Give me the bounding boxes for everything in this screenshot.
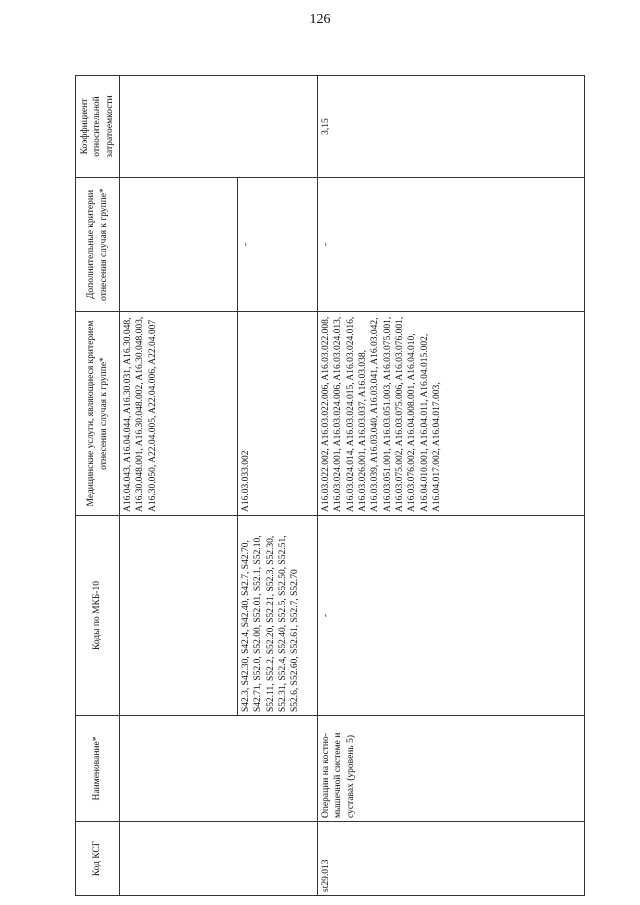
cell-mkb	[120, 516, 238, 716]
header-row	[76, 76, 120, 896]
header-code: Код КСГ	[76, 822, 120, 896]
table-row	[120, 76, 238, 896]
cell-additional-criteria: -	[238, 178, 318, 312]
cell-additional-criteria: -	[318, 178, 585, 312]
cell-code: st29.013	[318, 822, 585, 896]
cell-mkb: S42.3, S42.30, S42.4, S42.40, S42.7, S42.70, S42.71, S52.0, S52.00, S52.01, S52.1, S52.10, S52.11, S52.2, S52.20, S52.21, S52.3, S52.30, S52.31, S52.4, S52.40, S52.5, S52.50, S52.51, S52.6, S52.60, S52.61, S52.7, S52.70	[238, 516, 318, 716]
header-coefficient: Коэффициент относительной затратоемкости	[76, 76, 120, 178]
rotated-table-wrapper	[75, 76, 585, 896]
cell-name: Операции на костно-мышечной системе и суставах (уровень 5)	[318, 716, 585, 822]
header-med-services: Медицинские услуги, являющиеся критерием отнесения случая к группе*	[76, 312, 120, 516]
header-name: Наименование*	[76, 716, 120, 822]
cell-coefficient: 3,15	[318, 76, 585, 178]
cell-coefficient	[120, 76, 318, 178]
cell-code	[120, 822, 318, 896]
cell-med-services: A16.03.022.002, A16.03.022.006, A16.03.022.008, A16.03.024.001, A16.03.024.006, A16.03.024.013, A16.03.024.014, A16.03.024.015, A16.03.024.016, A16.03.026.001, A16.03.037, A16.03.038, A16.03.039, A16.03.040, A16.03.041, A16.03.042, A16.03.051.001, A16.03.051.003, A16.03.075.001, A16.03.075.002, A16.03.075.006, A16.03.076.001, A16.03.076.002, A16.04.008.001, A16.04.010, A16.04.010.001, A16.04.011, A16.04.015.002, A16.04.017.002, A16.04.017.003,	[318, 312, 585, 516]
cell-mkb: -	[318, 516, 585, 716]
cell-med-services: A16.03.033.002	[238, 312, 318, 516]
page-number: 126	[309, 12, 331, 27]
cell-additional-criteria	[120, 178, 238, 312]
cell-med-services: A16.04.043, A16.04.044, A16.30.031, A16.30.048, A16.30.048.001, A16.30.048.002, A16.30.048.003, A16.30.050, A22.04.005, A22.04.006, A22.04.007	[120, 312, 238, 516]
header-mkb: Коды по МКБ-10	[76, 516, 120, 716]
cell-name	[120, 716, 318, 822]
header-additional-criteria: Дополнительные критерии отнесения случая к группе*	[76, 178, 120, 312]
ksg-table	[75, 75, 585, 896]
table-row	[318, 76, 585, 896]
